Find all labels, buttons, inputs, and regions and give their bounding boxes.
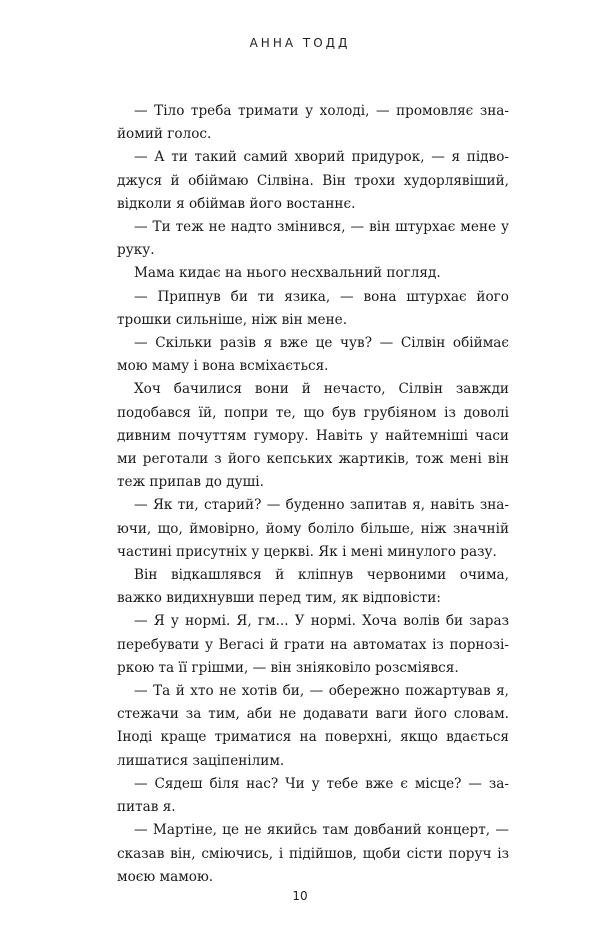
page-number: 10 xyxy=(292,889,308,903)
paragraph: — Сядеш біля нас? Чи у тебе вже є місце? — запитав я. xyxy=(117,775,509,816)
paragraph: — Скільки разів я вже це чув? — Сілвін обіймає мою маму і вона всміхається. xyxy=(117,335,509,375)
paragraph: Хоч бачилися вони й нечасто, Сілвін завжди подобався їй, попри те, що був грубіяном із доволі дивним почуттям гумору. Навіть у найтемніші часи ми реготали з його кепських жартиків, тож мені він теж припав до душі. xyxy=(117,381,509,491)
body-text xyxy=(117,100,509,889)
paragraph: — Ти теж не надто змінився, — він штурхає мене у руку. xyxy=(117,219,509,259)
paragraph: — Як ти, старий? — буденно запитав я, навіть знаючи, що, ймовірно, йому боліло більше, ніж значній частині присутніх у церкві. Як і мені минулого разу. xyxy=(117,497,509,560)
paragraph: — Мартіне, це не якийсь там довбаний концерт, — сказав він, сміючись, і підійшов, щоби сісти поруч із моєю мамою. xyxy=(117,822,509,885)
paragraph: — Тіло треба тримати у холоді, — промовляє знайомий голос. xyxy=(117,103,509,143)
paragraph: — Я у нормі. Я, гм... У нормі. Хоча волів би зараз перебувати у Вегасі й грати на автоматах із порнозіркою та її грішми, — він зніяковіло розсміявся. xyxy=(117,613,509,676)
running-header-author: АННА ТОДД xyxy=(249,36,351,50)
paragraph: Він відкашлявся й кліпнув червоними очима, важко видихнувши перед тим, як відповісти: xyxy=(117,567,509,607)
paragraph: — Та й хто не хотів би, — обережно пожартував я, стежачи за тим, аби не додавати ваги його словам. Іноді краще триматися на поверхні, якщо вдається лишатися заціпенілим. xyxy=(117,683,509,769)
paragraph: Мама кидає на нього несхвальний погляд. xyxy=(134,265,441,282)
paragraph: — А ти такий самий хворий придурок, — я підводжуся й обіймаю Сілвіна. Він трохи худорлявіший, відколи я обіймав його востаннє. xyxy=(117,149,509,212)
paragraph: — Припнув би ти язика, — вона штурхає його трошки сильніше, ніж він мене. xyxy=(117,288,509,328)
